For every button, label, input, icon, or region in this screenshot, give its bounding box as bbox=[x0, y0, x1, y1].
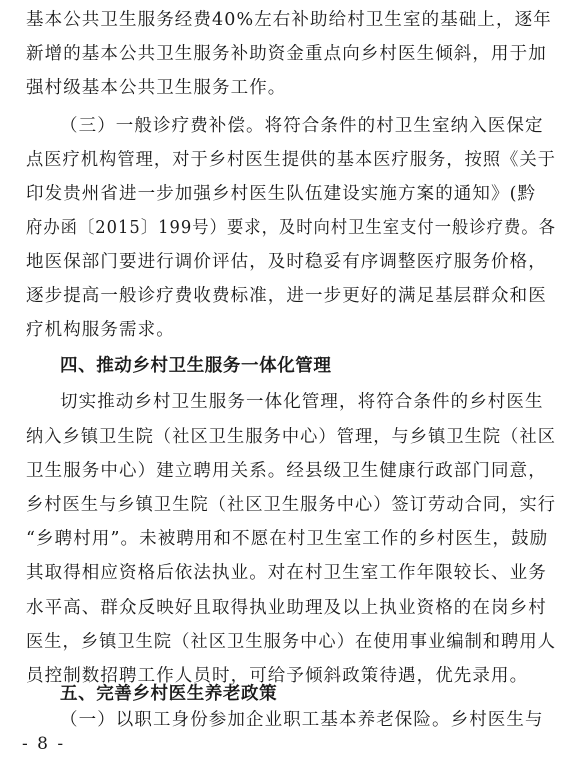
text-line: 强村级基本公共卫生服务工作。 bbox=[26, 78, 287, 98]
text-line: 府办函〔2015〕199号）要求，及时向村卫生室支付一般诊疗费。各 bbox=[26, 218, 556, 238]
section-four-heading: 四、推动乡村卫生服务一体化管理 bbox=[60, 356, 332, 376]
text-line: 疗机构服务需求。 bbox=[26, 320, 175, 340]
text-line: 地医保部门要进行调价评估，及时稳妥有序调整医疗服务价格， bbox=[26, 252, 547, 272]
text-line: 印发贵州省进一步加强乡村医生队伍建设实施方案的通知》(黔 bbox=[26, 184, 537, 204]
text-line: 纳入乡镇卫生院（社区卫生服务中心）管理，与乡镇卫生院（社区 bbox=[26, 427, 557, 447]
text-line: 点医疗机构管理，对于乡村医生提供的基本医疗服务，按照《关于 bbox=[26, 150, 557, 170]
text-line: 员控制数招聘工作人员时，可给予倾斜政策待遇，优先录用。 bbox=[26, 666, 529, 686]
text-line: 切实推动乡村卫生服务一体化管理，将符合条件的乡村医生 bbox=[60, 392, 544, 412]
text-line: 其取得相应资格后依法执业。对在村卫生室工作年限较长、业务 bbox=[26, 563, 547, 583]
text-line: “乡聘村用”。未被聘用和不愿在村卫生室工作的乡村医生，鼓励 bbox=[26, 529, 549, 549]
text-line: 卫生服务中心）建立聘用关系。经县级卫生健康行政部门同意， bbox=[26, 461, 547, 481]
text-line: 医生，乡镇卫生院（社区卫生服务中心）在使用事业编制和聘用人 bbox=[26, 632, 557, 652]
text-line: （一）以职工身份参加企业职工基本养老保险。乡村医生与 bbox=[60, 710, 544, 730]
page-number: - 8 - bbox=[22, 734, 66, 754]
text-line: 基本公共卫生服务经费40%左右补助给村卫生室的基础上，逐年 bbox=[26, 10, 552, 30]
text-line: 乡村医生与乡镇卫生院（社区卫生服务中心）签订劳动合同，实行 bbox=[26, 495, 557, 515]
text-line: 水平高、群众反映好且取得执业助理及以上执业资格的在岗乡村 bbox=[26, 598, 547, 618]
text-line: 逐步提高一般诊疗费收费标准，进一步更好的满足基层群众和医 bbox=[26, 286, 547, 306]
section-five-heading: 五、完善乡村医生养老政策 bbox=[60, 684, 278, 704]
text-line: 新增的基本公共卫生服务补助资金重点向乡村医生倾斜，用于加 bbox=[26, 44, 547, 64]
section-three-subheading: （三）一般诊疗费补偿。将符合条件的村卫生室纳入医保定 bbox=[60, 116, 544, 136]
